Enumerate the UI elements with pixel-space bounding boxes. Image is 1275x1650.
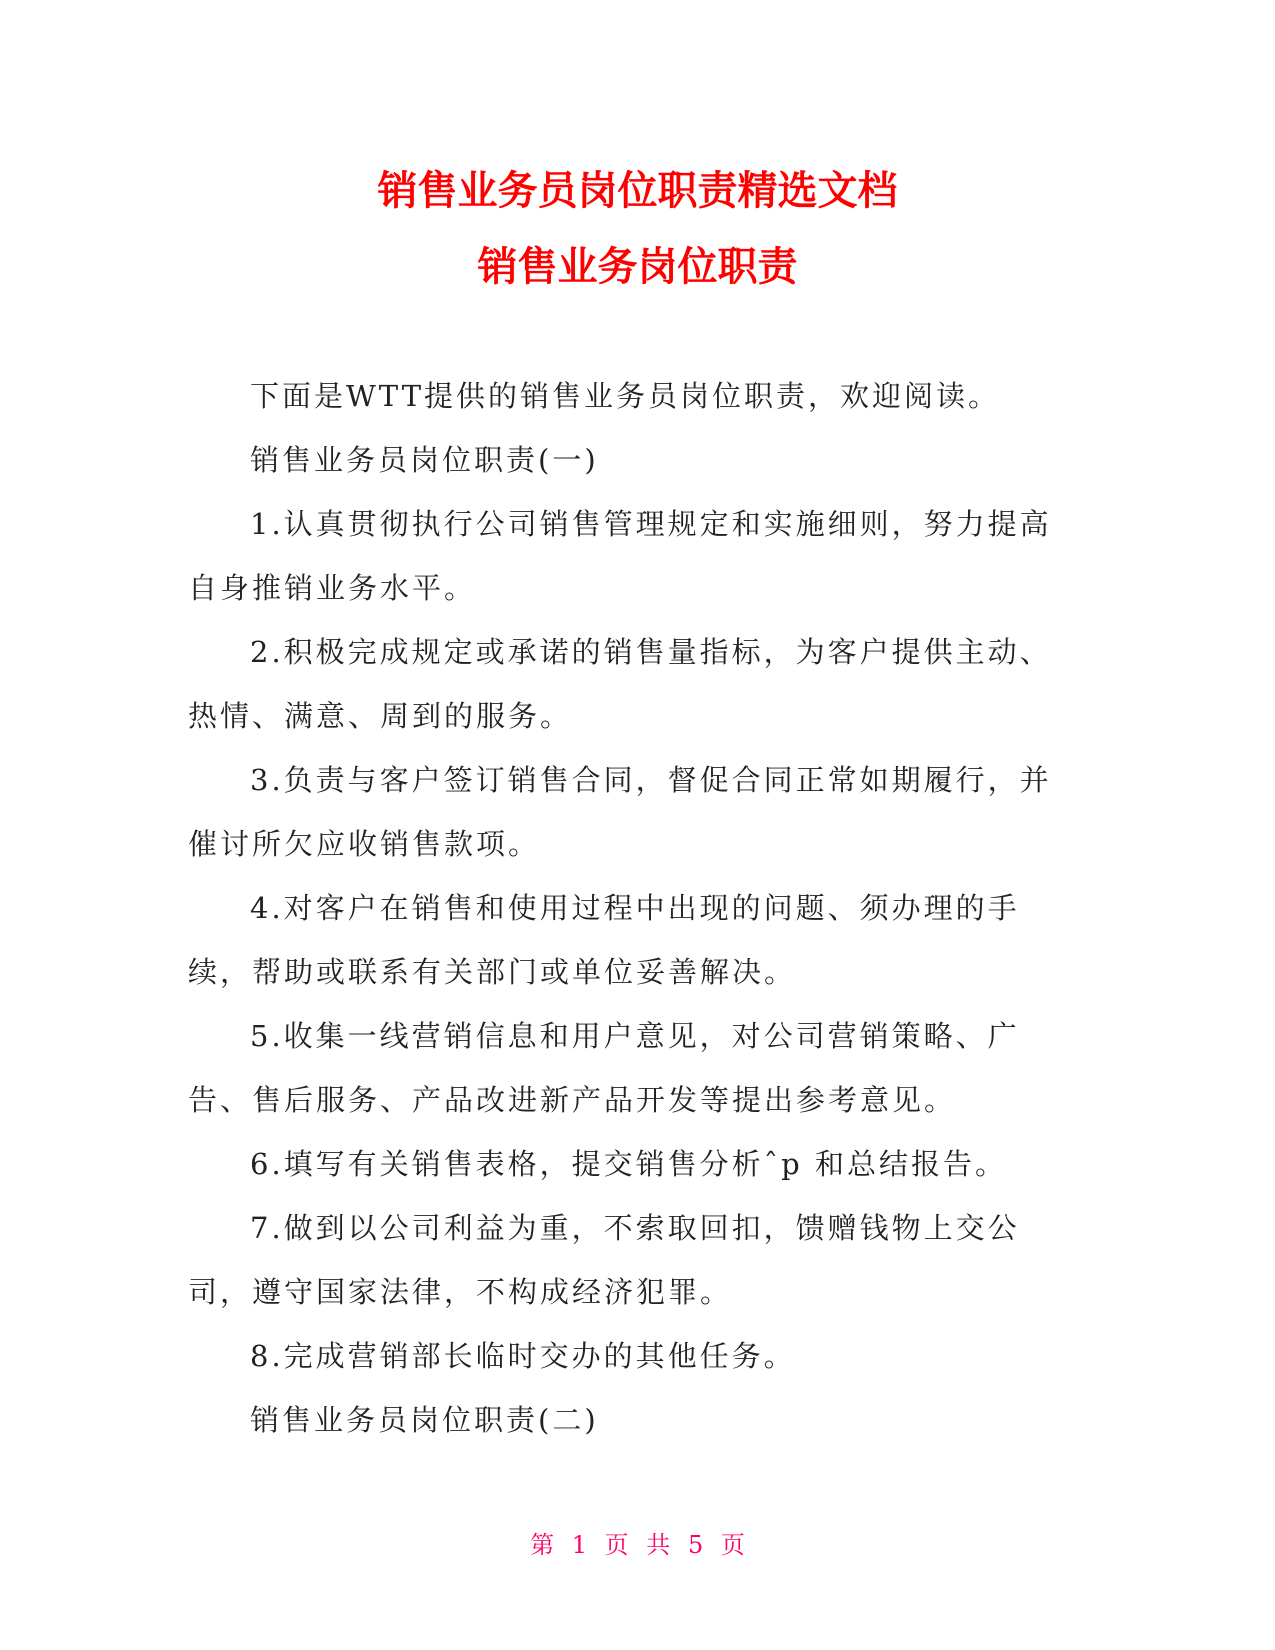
duty-item-4: 4.对客户在销售和使用过程中出现的问题、须办理的手续，帮助或联系有关部门或单位妥善解决。 bbox=[188, 891, 1020, 989]
duty-item-5: 5.收集一线营销信息和用户意见，对公司营销策略、广告、售后服务、产品改进新产品开发等提出参考意见。 bbox=[188, 1019, 1020, 1117]
section-heading-1: 销售业务员岗位职责(一) bbox=[250, 443, 599, 477]
document-body bbox=[188, 364, 1078, 1452]
page-number-footer: 第 1 页 共 5 页 bbox=[530, 1531, 745, 1559]
document-subtitle: 销售业务岗位职责 bbox=[477, 244, 798, 290]
duty-item-2: 2.积极完成规定或承诺的销售量指标，为客户提供主动、热情、满意、周到的服务。 bbox=[188, 635, 1052, 733]
duty-item-7: 7.做到以公司利益为重，不索取回扣，馈赠钱物上交公司，遵守国家法律，不构成经济犯罪。 bbox=[188, 1211, 1020, 1309]
duty-item-1: 1.认真贯彻执行公司销售管理规定和实施细则，努力提高自身推销业务水平。 bbox=[188, 507, 1052, 605]
duty-item-3: 3.负责与客户签订销售合同，督促合同正常如期履行，并催讨所欠应收销售款项。 bbox=[188, 763, 1052, 861]
duty-item-8: 8.完成营销部长临时交办的其他任务。 bbox=[250, 1339, 796, 1373]
document-title: 销售业务员岗位职责精选文档 bbox=[377, 168, 898, 214]
intro-paragraph: 下面是WTT提供的销售业务员岗位职责，欢迎阅读。 bbox=[250, 379, 1001, 413]
duty-item-6: 6.填写有关销售表格，提交销售分析ˆp 和总结报告。 bbox=[250, 1147, 1007, 1181]
section-heading-2: 销售业务员岗位职责(二) bbox=[250, 1403, 599, 1437]
